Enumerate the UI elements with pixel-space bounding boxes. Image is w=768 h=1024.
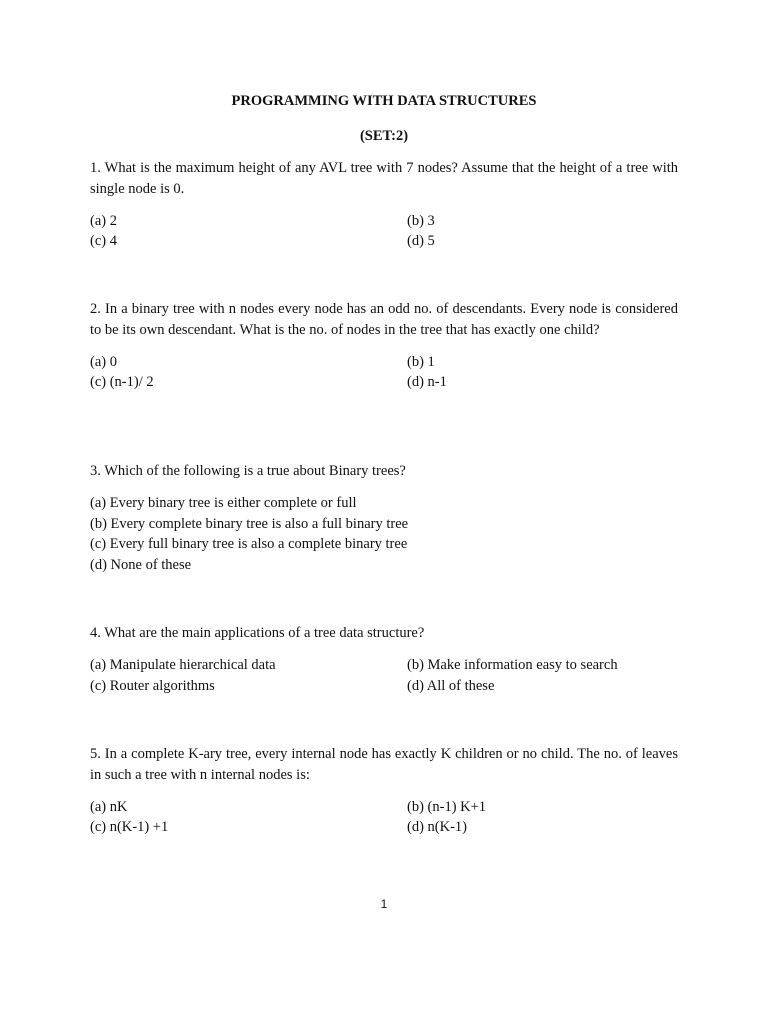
page-number: 1 — [380, 897, 388, 911]
option-a: (a) Manipulate hierarchical data — [90, 656, 276, 673]
question-text: 3. Which of the following is a true about Binary trees? — [90, 463, 406, 479]
option-d: (d) All of these — [407, 677, 495, 694]
option-c: (c) Router algorithms — [90, 677, 215, 694]
question-text: 2. In a binary tree with n nodes every node has an odd no. of descendants. Every node is considered to be its own descendant. What is the no. of nodes in the tree that has exactly one child? — [90, 301, 678, 338]
option-d: (d) 5 — [407, 233, 435, 250]
option-c: (c) 4 — [90, 233, 117, 250]
question-text: 4. What are the main applications of a tree data structure? — [90, 625, 425, 641]
question-5 — [90, 744, 678, 838]
option-a: (a) nK — [90, 798, 128, 815]
question-text: 5. In a complete K-ary tree, every internal node has exactly K children or no child. The no. of leaves in such a tree with n internal nodes is: — [90, 746, 678, 783]
options-list — [90, 493, 678, 576]
question-4 — [90, 623, 678, 696]
question-3 — [90, 461, 678, 576]
option-d: (d) None of these — [90, 557, 192, 574]
option-b: (b) Every complete binary tree is also a full binary tree — [90, 515, 409, 532]
options-grid — [90, 211, 678, 253]
options-grid — [90, 352, 678, 394]
option-c: (c) (n-1)/ 2 — [90, 374, 154, 391]
options-grid — [90, 797, 678, 839]
option-d: (d) n-1 — [407, 374, 447, 391]
option-d: (d) n(K-1) — [407, 819, 467, 836]
option-a: (a) 2 — [90, 212, 117, 229]
options-grid — [90, 655, 678, 697]
option-a: (a) 0 — [90, 353, 117, 370]
question-1 — [90, 158, 678, 252]
option-b: (b) 1 — [407, 353, 435, 370]
page-title: PROGRAMMING WITH DATA STRUCTURES — [231, 93, 537, 109]
question-2 — [90, 299, 678, 393]
option-a: (a) Every binary tree is either complete or full — [90, 494, 357, 511]
option-b: (b) 3 — [407, 212, 435, 229]
option-b: (b) Make information easy to search — [407, 656, 618, 673]
option-c: (c) Every full binary tree is also a complete binary tree — [90, 536, 408, 553]
set-label: (SET:2) — [359, 128, 409, 144]
option-c: (c) n(K-1) +1 — [90, 819, 169, 836]
option-b: (b) (n-1) K+1 — [407, 798, 487, 815]
question-text: 1. What is the maximum height of any AVL tree with 7 nodes? Assume that the height of a tree with single node is 0. — [90, 160, 678, 197]
